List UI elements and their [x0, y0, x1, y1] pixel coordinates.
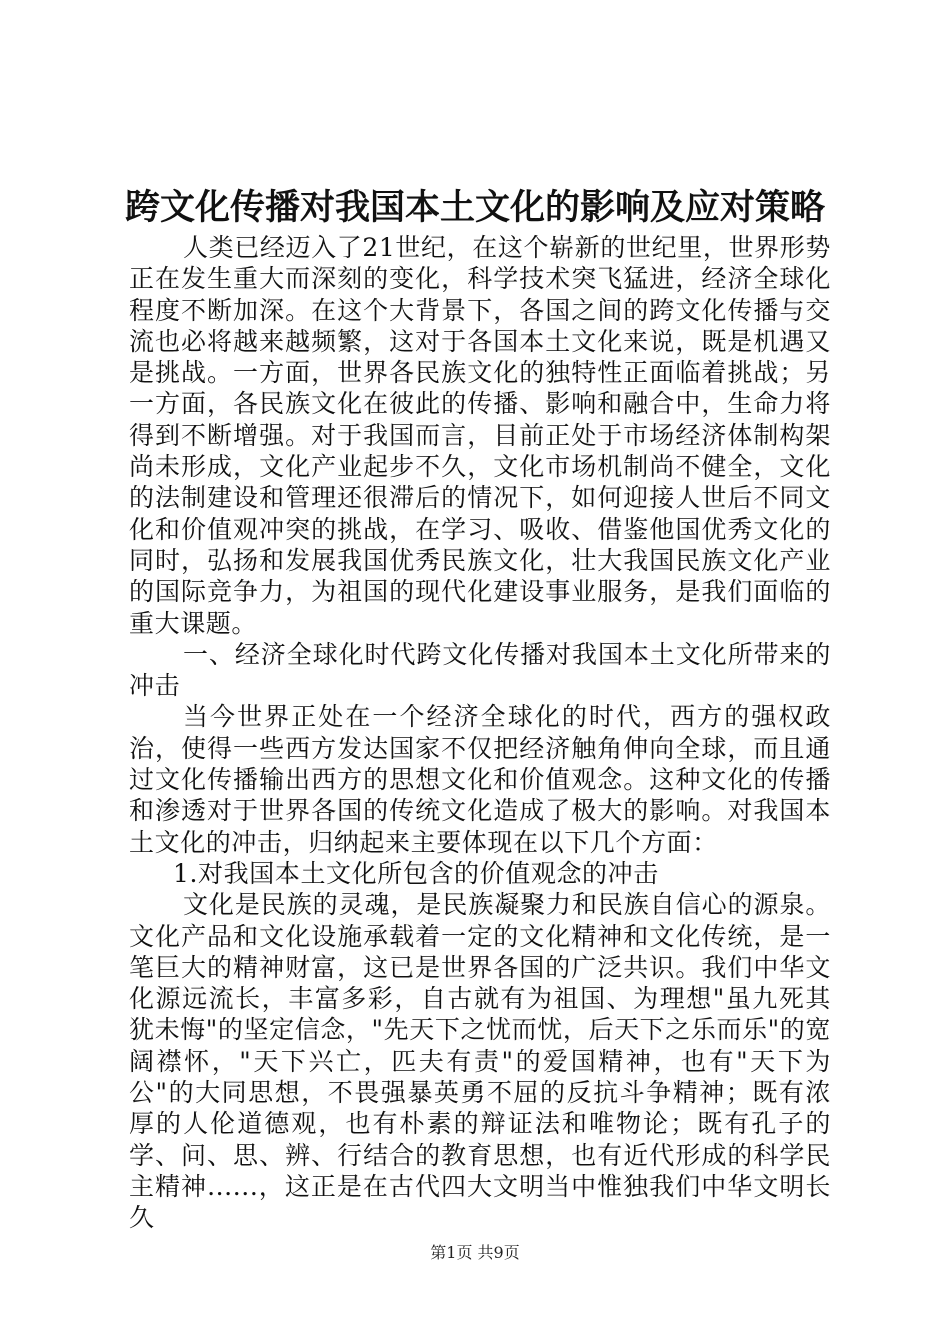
page-footer: 第1页 共9页 — [430, 1243, 520, 1262]
subsection-paragraph: 文化是民族的灵魂，是民族凝聚力和民族自信心的源泉。文化产品和文化设施承载着一定的文化精神和文化传统，是一笔巨大的精神财富，这已是世界各国的广泛共识。我们中华文化源远流长，丰富多彩，自古就有为祖国、为理想"虽九死其犹未悔"的坚定信念，"先天下之忧而忧，后天下之乐而乐"的宽阔襟怀，"天下兴亡，匹夫有责"的爱国精神，也有"天下为公"的大同思想，不畏强暴英勇不屈的反抗斗争精神；既有浓厚的人伦道德观，也有朴素的辩证法和唯物论；既有孔子的学、问、思、辨、行结合的教育思想，也有近代形成的科学民主精神......，这正是在古代四大文明当中惟独我们中华文明长久 — [129, 890, 831, 1233]
intro-paragraph: 人类已经迈入了21世纪，在这个崭新的世纪里，世界形势正在发生重大而深刻的变化，科学技术突飞猛进，经济全球化程度不断加深。在这个大背景下，各国之间的跨文化传播与交流也必将越来越频繁，这对于各国本土文化来说，既是机遇又是挑战。一方面，世界各民族文化的独特性正面临着挑战；另一方面，各民族文化在彼此的传播、影响和融合中，生命力将得到不断增强。对于我国而言，目前正处于市场经济体制构架尚未形成，文化产业起步不久，文化市场机制尚不健全，文化的法制建设和管理还很滞后的情况下，如何迎接人世后不同文化和价值观冲突的挑战，在学习、吸收、借鉴他国优秀文化的同时，弘扬和发展我国优秀民族文化，壮大我国民族文化产业的国际竞争力，为祖国的现代化建设事业服务，是我们面临的重大课题。 — [129, 233, 831, 638]
document-body — [129, 232, 831, 1234]
document-title: 跨文化传播对我国本土文化的影响及应对策略 — [124, 187, 825, 228]
subsection-heading: 1.对我国本土文化所包含的价值观念的冲击 — [173, 858, 659, 888]
section-paragraph: 当今世界正处在一个经济全球化的时代，西方的强权政治，使得一些西方发达国家不仅把经济触角伸向全球，而且通过文化传播输出西方的思想文化和价值观念。这种文化的传播和渗透对于世界各国的传统文化造成了极大的影响。对我国本土文化的冲击，归纳起来主要体现在以下几个方面： — [129, 702, 831, 857]
section-heading: 一、经济全球化时代跨文化传播对我国本土文化所带来的冲击 — [129, 639, 831, 701]
